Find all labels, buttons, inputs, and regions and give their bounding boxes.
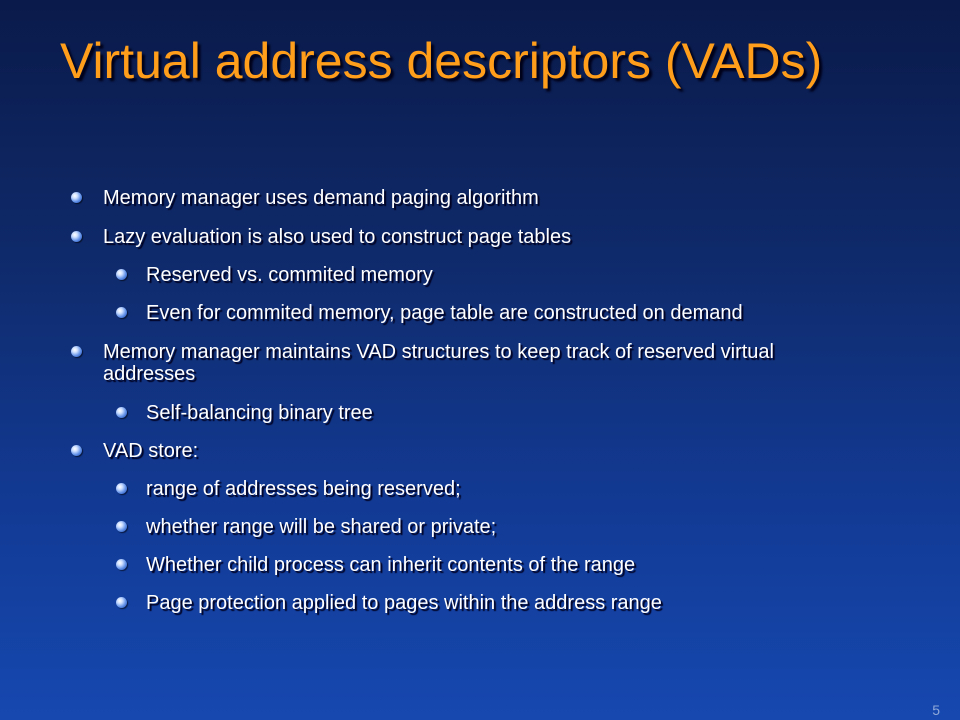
bullet-icon [116,483,127,494]
sub-bullet-item [146,264,906,286]
sub-bullet-item [146,516,906,538]
sub-bullet-text: Self-balancing binary tree [146,402,373,424]
bullet-item [103,440,883,462]
bullet-icon [116,407,127,418]
slide-title: Virtual address descriptors (VADs) [60,33,823,89]
bullet-icon [71,192,82,203]
bullet-icon [71,346,82,357]
bullet-icon [71,231,82,242]
page-number: 5 [932,702,940,718]
bullet-icon [71,445,82,456]
sub-bullet-text: whether range will be shared or private; [146,516,497,538]
bullet-text: Memory manager maintains VAD structures to keep track of reserved virtual addresses [103,341,774,385]
sub-bullet-item [146,302,906,324]
bullet-icon [116,521,127,532]
sub-bullet-item [146,478,906,500]
bullet-icon [116,307,127,318]
bullet-item [103,341,863,385]
bullet-icon [116,269,127,280]
bullet-text: VAD store: [103,440,199,462]
sub-bullet-text: Reserved vs. commited memory [146,264,433,286]
bullet-text: Memory manager uses demand paging algorithm [103,187,539,209]
sub-bullet-text: Even for commited memory, page table are constructed on demand [146,302,743,324]
sub-bullet-item [146,402,906,424]
sub-bullet-text: range of addresses being reserved; [146,478,461,500]
sub-bullet-text: Page protection applied to pages within the address range [146,592,662,614]
sub-bullet-item [146,554,906,576]
sub-bullet-item [146,592,906,614]
sub-bullet-text: Whether child process can inherit contents of the range [146,554,636,576]
bullet-item [103,226,883,248]
bullet-text: Lazy evaluation is also used to construct page tables [103,226,572,248]
bullet-icon [116,597,127,608]
bullet-icon [116,559,127,570]
bullet-item [103,187,883,209]
